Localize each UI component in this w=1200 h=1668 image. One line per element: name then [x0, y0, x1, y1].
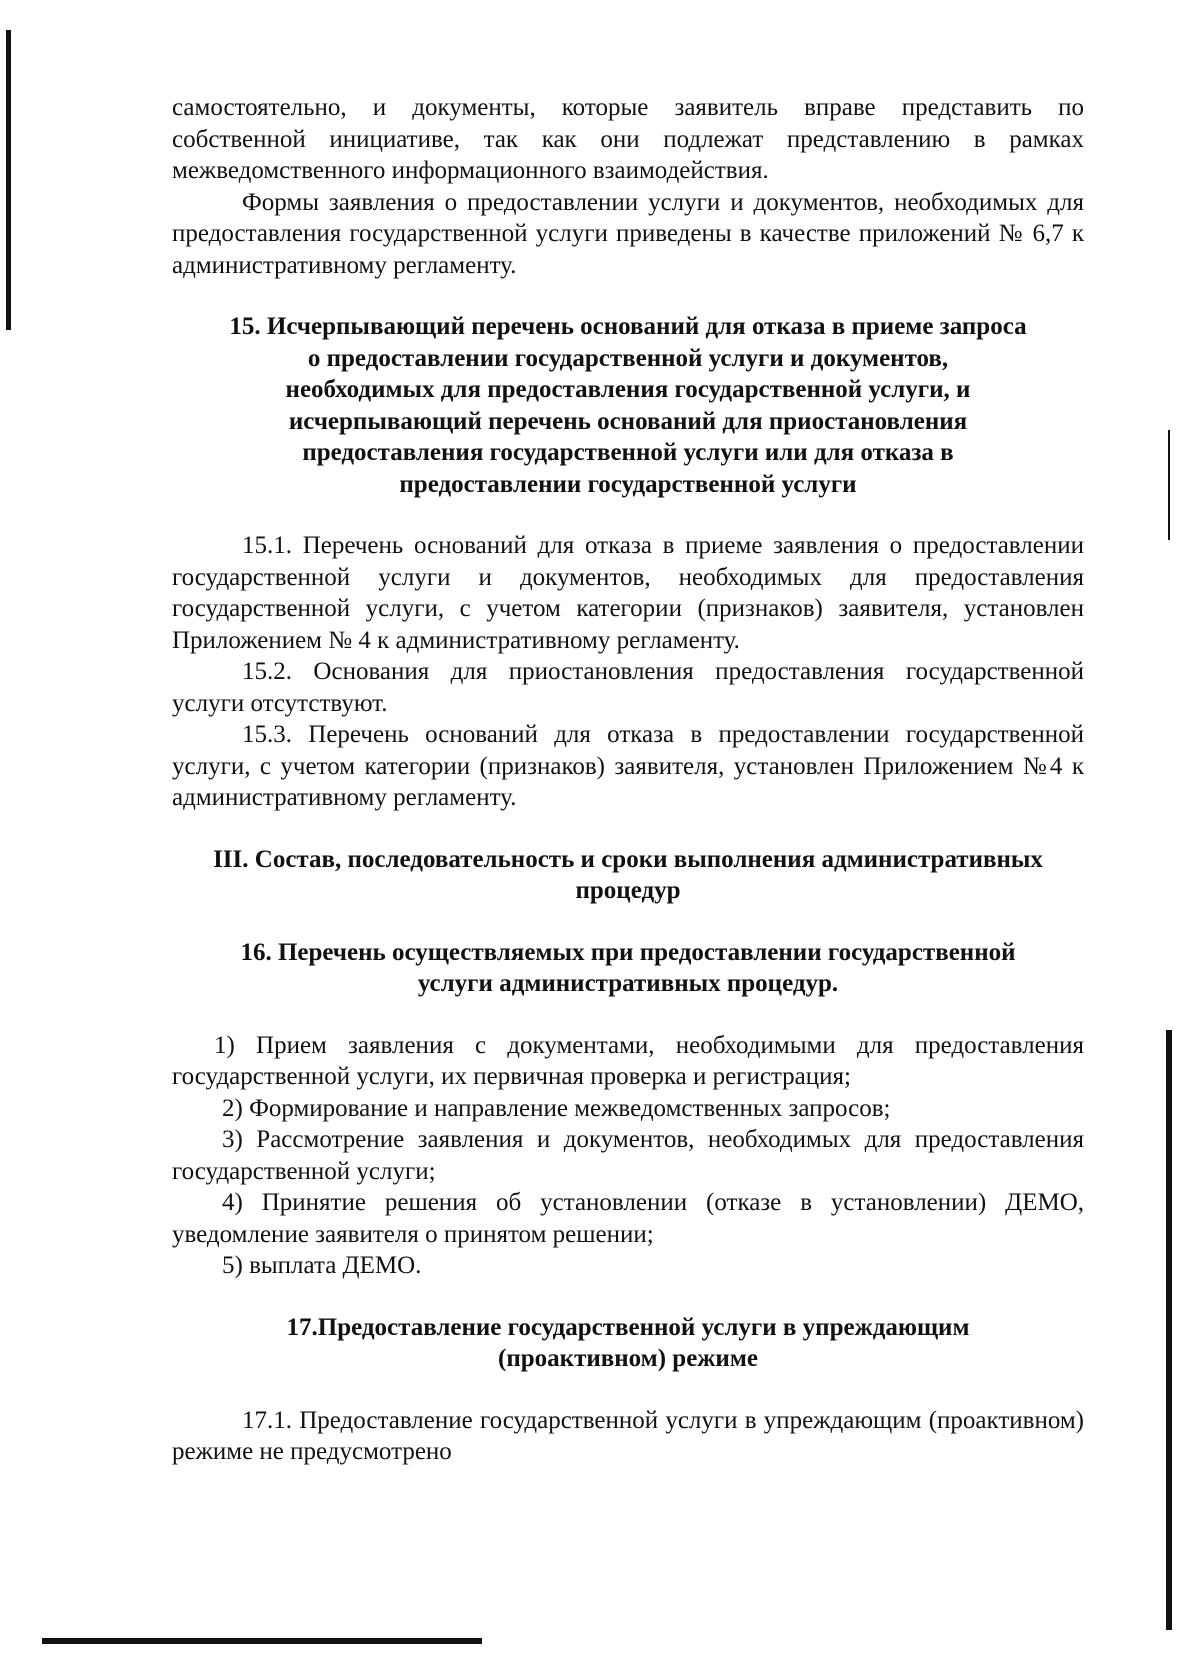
paragraph-15-3: 15.3. Перечень оснований для отказа в предоставлении государственной услуги, с учетом категории (признаков) заявителя, установлен Приложением №4 к административному регламенту.	[172, 721, 1084, 811]
procedure-item: 4) Принятие решения об установлении (отказе в установлении) ДЕМО, уведомление заявителя о принятом решении;	[172, 1189, 1084, 1248]
scan-edge-left	[6, 30, 11, 330]
scan-edge-right-thin	[1168, 430, 1170, 540]
heading-line: процедур	[575, 877, 681, 904]
section-17-heading	[172, 1312, 1084, 1375]
procedure-item: 3) Рассмотрение заявления и документов, необходимых для предоставления государственной услуги;	[172, 1126, 1084, 1185]
heading-line: исчерпывающий перечень оснований для приостановления	[288, 407, 968, 435]
scan-edge-bottom	[42, 1638, 482, 1644]
forms-paragraph: Формы заявления о предоставлении услуги и документов, необходимых для предоставления государственной услуги приведены в качестве приложений № 6,7 к административному регламенту.	[172, 188, 1084, 279]
heading-line: предоставлении государственной услуги	[399, 470, 857, 498]
heading-line: 17.Предоставление государственной услуги в упреждающим	[286, 1313, 970, 1341]
heading-line: предоставления государственной услуги или для отказа в	[302, 439, 954, 466]
section-15-heading	[172, 311, 1084, 500]
procedure-item: 1) Прием заявления с документами, необходимыми для предоставления государственной услуги, их первичная проверка и регистрация;	[172, 1031, 1084, 1090]
heading-line: о предоставлении государственной услуги и документов,	[307, 344, 949, 372]
heading-line: III. Состав, последовательность и сроки выполнения административных	[213, 845, 1043, 873]
document-page	[172, 92, 1084, 1468]
paragraph-15-2: 15.2. Основания для приостановления предоставления государственной услуги отсутствуют.	[172, 658, 1084, 717]
procedure-item: 5) выплата ДЕМО.	[222, 1252, 422, 1279]
heading-line: услуги административных процедур.	[417, 970, 839, 997]
heading-line: (проактивном) режиме	[498, 1345, 758, 1372]
paragraph-17-1: 17.1. Предоставление государственной услуги в упреждающим (проактивном) режиме не предусмотрено	[172, 1406, 1084, 1465]
paragraph-15-1: 15.1. Перечень оснований для отказа в приеме заявления о предоставлении государственной услуги и документов, необходимых для предоставления государственной услуги, с учетом категории (признаков) заявителя, установлен Приложением № 4 к административному регламенту.	[172, 532, 1084, 654]
intro-paragraph: самостоятельно, и документы, которые заявитель вправе представить по собственной инициативе, так как они подлежат представлению в рамках межведомственного информационного взаимодействия.	[172, 94, 1084, 184]
heading-line: необходимых для предоставления государственной услуги, и	[285, 376, 971, 403]
section-III-heading	[172, 844, 1084, 907]
heading-line: 16. Перечень осуществляемых при предоставлении государственной	[240, 938, 1016, 966]
procedure-item: 2) Формирование и направление межведомственных запросов;	[222, 1094, 891, 1122]
scan-edge-right	[1166, 1030, 1172, 1630]
section-16-heading	[172, 937, 1084, 1000]
heading-line: 15. Исчерпывающий перечень оснований для отказа в приеме запроса	[229, 313, 1027, 340]
